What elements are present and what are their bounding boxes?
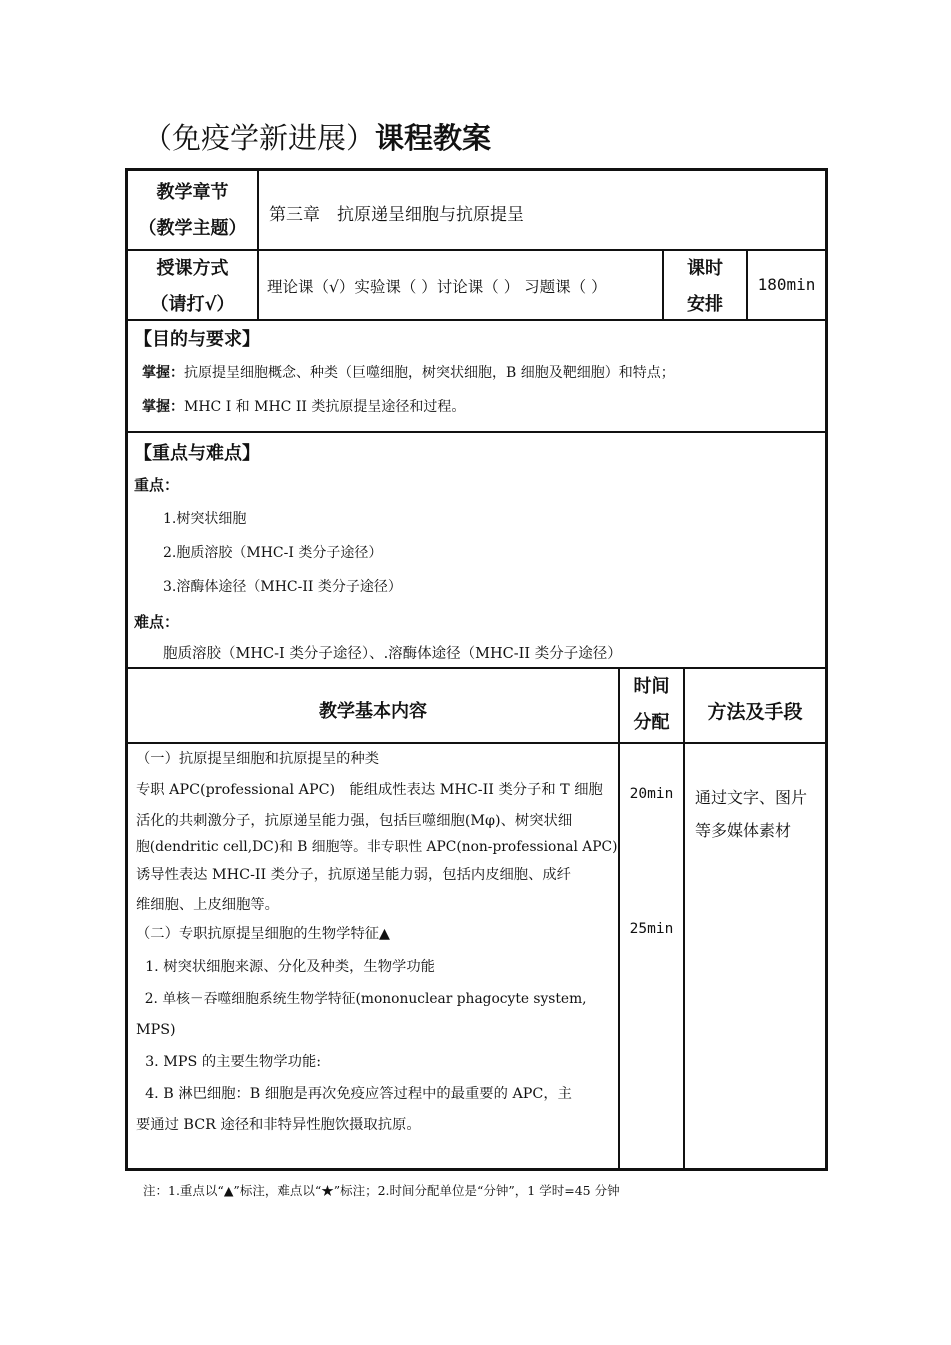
lesson-plan-table — [125, 168, 828, 1171]
objectives-heading: 【目的与要求】 — [134, 329, 260, 350]
vrule-time-left — [618, 667, 620, 1168]
objective-item-2: 掌握：MHC I 和 MHC II 类抗原提呈途径和过程。 — [142, 399, 466, 415]
keypoints-heading: 【重点与难点】 — [134, 443, 260, 464]
key-item-1: 1.树突状细胞 — [163, 511, 247, 527]
col-time-header: 时间 分配 — [633, 676, 670, 733]
title-main: 课程教案 — [375, 121, 492, 155]
col-content-header: 教学基本内容 — [319, 701, 427, 722]
time-value-2: 25min — [629, 921, 674, 937]
key-item-2: 2.胞质溶胶（MHC-I 类分子途径） — [163, 545, 383, 561]
chapter-value: 第三章 抗原递呈细胞与抗原提呈 — [269, 205, 524, 225]
content-line-1: （一）抗原提呈细胞和抗原提呈的种类 — [136, 751, 380, 767]
rule-4 — [128, 667, 825, 669]
col-method-header: 方法及手段 — [707, 701, 803, 723]
hours-value: 180min — [757, 275, 816, 294]
objective-item-1: 掌握：抗原提呈细胞概念、种类（巨噬细胞，树突状细胞，B 细胞及靶细胞）和特点； — [142, 365, 675, 381]
content-line-4: 胞(dendritic cell,DC)和 B 细胞等。非专职性 APC(non-professional APC) — [136, 839, 618, 855]
rule-3 — [128, 431, 825, 433]
content-line-5: 诱导性表达 MHC-II 类分子，抗原递呈能力弱，包括内皮细胞、成纤 — [136, 867, 571, 883]
content-line-7: （二）专职抗原提呈细胞的生物学特征▲ — [136, 926, 391, 942]
content-line-6: 维细胞、上皮细胞等。 — [136, 897, 279, 913]
content-line-13: 要通过 BCR 途径和非特异性胞饮摄取抗原。 — [136, 1117, 421, 1133]
content-line-12: 4. B 淋巴细胞：B 细胞是再次免疫应答过程中的最重要的 APC，主 — [136, 1086, 572, 1102]
page-title — [143, 118, 491, 158]
footnote: 注：1.重点以“▲”标注，难点以“★”标注；2.时间分配单位是“分钟”，1 学时=45 分钟 — [143, 1183, 620, 1198]
hours-label: 课时 安排 — [687, 258, 723, 315]
content-line-8: 1. 树突状细胞来源、分化及种类，生物学功能 — [136, 959, 435, 975]
key-label: 重点： — [134, 476, 180, 494]
content-line-3: 活化的共刺激分子，抗原递呈能力强，包括巨噬细胞(Mφ)、树突状细 — [136, 813, 573, 829]
content-line-11: 3. MPS 的主要生物学功能: — [136, 1054, 322, 1070]
vrule-label — [257, 171, 259, 319]
title-prefix: （免疫学新进展） — [143, 121, 376, 155]
key-item-3: 3.溶酶体途径（MHC-II 类分子途径） — [163, 579, 402, 595]
content-line-10: MPS) — [136, 1022, 176, 1038]
vrule-time-right — [683, 667, 685, 1168]
mode-value: 理论课（√）实验课（ ）讨论课（ ） 习题课（ ） — [267, 278, 607, 296]
time-value-1: 20min — [629, 786, 674, 802]
mode-label: 授课方式 （请打√） — [150, 258, 235, 315]
chapter-label: 教学章节 （教学主题） — [138, 182, 247, 239]
rule-5 — [128, 742, 825, 744]
difficult-label: 难点： — [134, 613, 180, 631]
content-line-2: 专职 APC(professional APC) 能组成性表达 MHC-II 类分子和 T 细胞 — [136, 782, 603, 798]
content-line-9: 2. 单核－吞噬细胞系统生物学特征(mononuclear phagocyte system, — [136, 991, 587, 1007]
method-line-1: 通过文字、图片 — [695, 788, 808, 807]
method-line-2: 等多媒体素材 — [695, 821, 792, 840]
difficult-text: 胞质溶胶（MHC-I 类分子途径）、.溶酶体途径（MHC-II 类分子途径） — [163, 646, 622, 662]
